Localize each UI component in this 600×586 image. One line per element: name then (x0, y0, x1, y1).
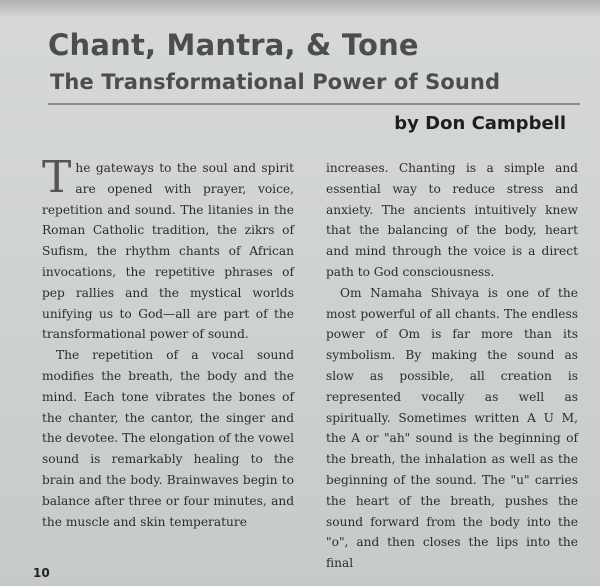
title-divider (48, 103, 580, 105)
article-byline: by Don Campbell (394, 113, 566, 134)
text-column-left (42, 152, 294, 532)
text-column-right (326, 158, 578, 574)
body-paragraph (42, 152, 294, 345)
article-headline: Chant, Mantra, & Tone (48, 28, 419, 62)
body-paragraph: increases. Chanting is a simple and essential way to reduce stress and anxiety. The ancients intuitively knew that the balancing of the body, heart and mind through the voice is a direct path to God consciousness. (326, 161, 578, 279)
page-shadow (0, 0, 600, 18)
article-subhead: The Transformational Power of Sound (50, 70, 501, 94)
paragraph-text: he gateways to the soul and spirit are opened with prayer, voice, repetition and sound. The litanies in the Roman Catholic tradition, the zikrs of Sufism, the rhythm chants of African invocations, the repetitive phrases of pep rallies and the mystical worlds unifying us to God—all are part of the transformational power of sound. (42, 161, 294, 342)
drop-cap: T (42, 152, 72, 203)
page-number: 10 (33, 566, 50, 580)
body-paragraph: Om Namaha Shivaya is one of the most powerful of all chants. The endless power of Om is far more than its symbolism. By making the sound as slow as possible, all creation is represented vocally as well as spiritually. Sometimes written A U M, the A or "ah" sound is the beginning of the breath, the inhalation as well as the beginning of the sound. The "u" carries the heart of the breath, pushes the sound forward from the body into the "o", and then closes the lips into the final (326, 285, 578, 571)
body-paragraph: The repetition of a vocal sound modifies the breath, the body and the mind. Each tone vibrates the bones of the chanter, the cantor, the singer and the devotee. The elongation of the vowel sound is remarkably healing to the brain and the body. Brainwaves begin to balance after three or four minutes, and the muscle and skin temperature (42, 348, 294, 529)
